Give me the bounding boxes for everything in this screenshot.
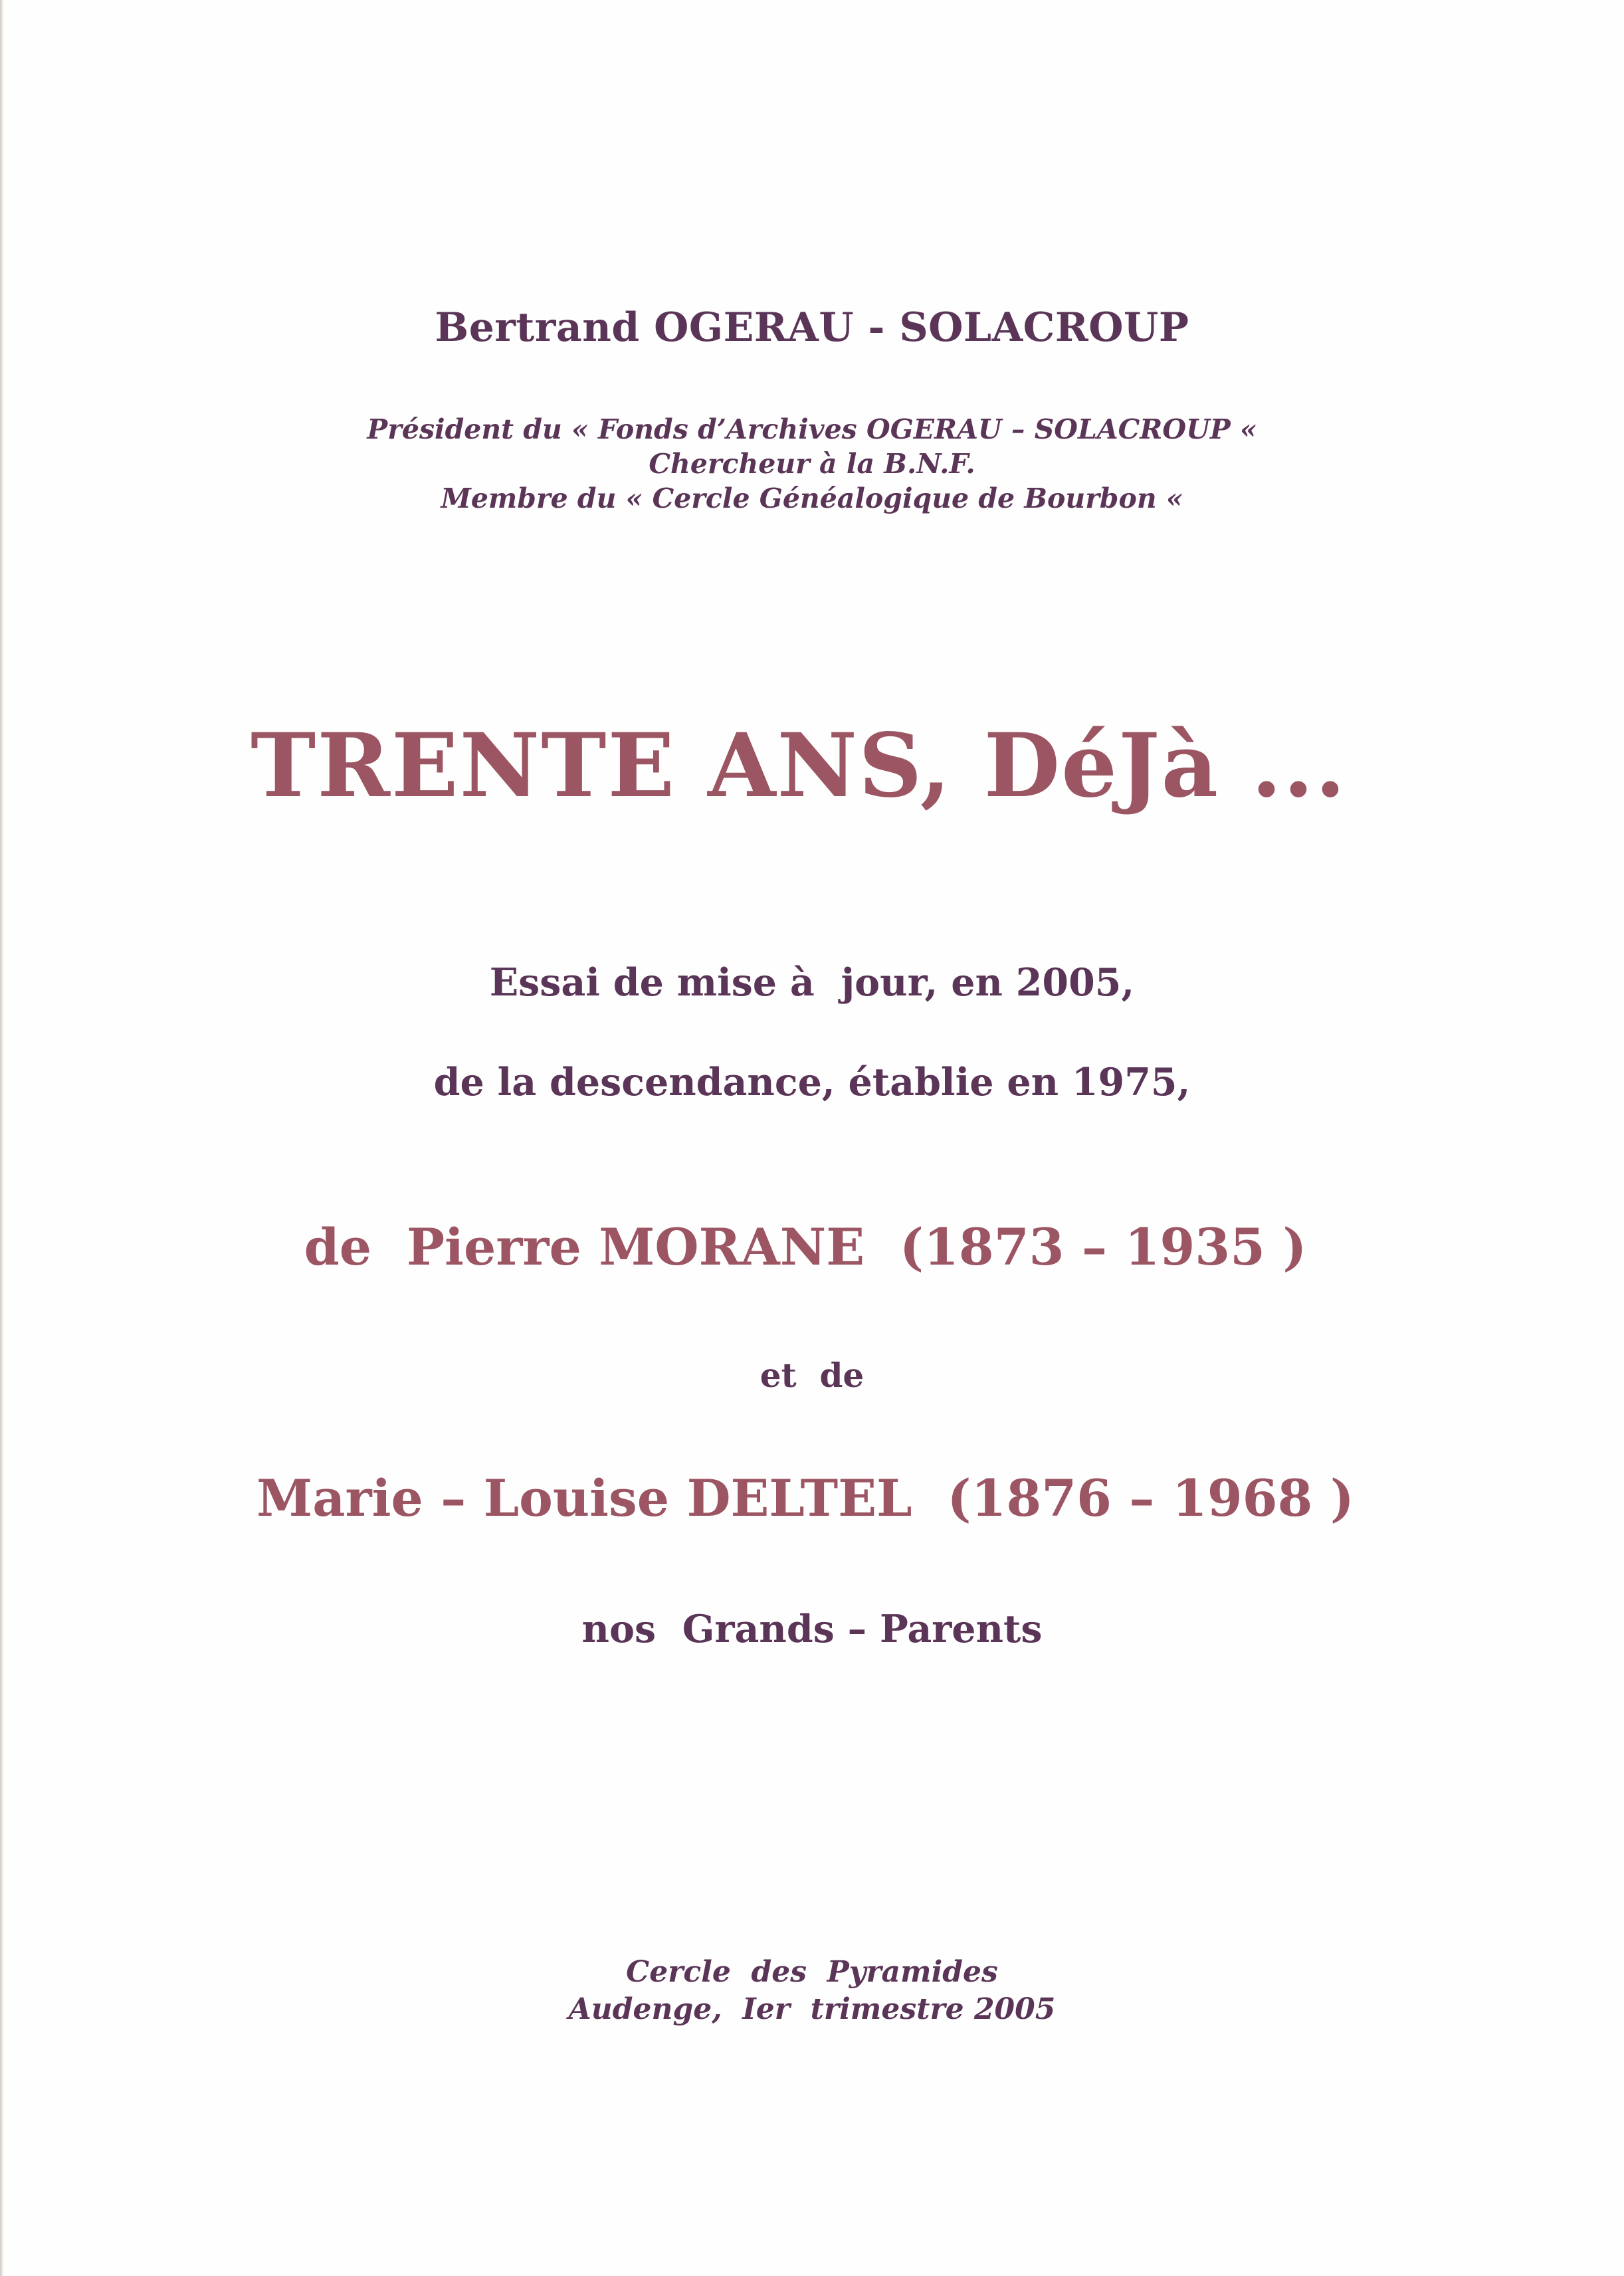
grandfather-name: de Pierre MORANE (1873 – 1935 ) [304, 1217, 1307, 1277]
author-name: Bertrand OGERAU - SOLACROUP [435, 304, 1189, 351]
relation-text: nos Grands – Parents [581, 1607, 1043, 1651]
conjunction-text: et de [760, 1356, 864, 1395]
affiliation-president: Président du « Fonds d’Archives OGERAU – SOLACROUP « [367, 413, 1257, 445]
affiliation-member: Membre du « Cercle Généalogique de Bourbon « [441, 482, 1183, 514]
main-title: TRENTE ANS, DéJà ... [251, 714, 1347, 817]
publisher-name: Cercle des Pyramides [626, 1955, 998, 1989]
publication-place-date: Audenge, Ier trimestre 2005 [568, 1992, 1056, 2026]
grandmother-name: Marie – Louise DELTEL (1876 – 1968 ) [256, 1469, 1354, 1528]
subtitle-line-2: de la descendance, établie en 1975, [433, 1060, 1191, 1104]
affiliation-researcher: Chercheur à la B.N.F. [649, 448, 975, 480]
subtitle-line-1: Essai de mise à jour, en 2005, [489, 960, 1135, 1005]
